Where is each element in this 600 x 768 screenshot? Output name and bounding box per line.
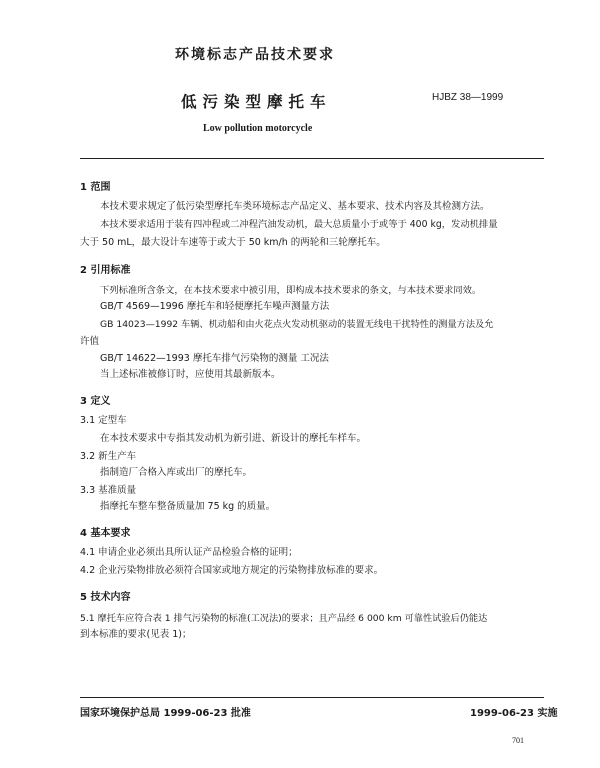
standard-category: 环境标志产品技术要求 — [175, 47, 335, 63]
section-3-heading: 3 定义 — [80, 396, 111, 407]
approval-line: 国家环境保护总局 1999-06-23 批准 — [80, 708, 251, 719]
definition-3-2-text: 指制造厂合格入库或出厂的摩托车。 — [100, 467, 253, 478]
definition-3-3-text: 指摩托车整车整备质量加 75 kg 的质量。 — [100, 501, 276, 512]
footer-divider — [80, 697, 544, 698]
requirement-4-1: 4.1 申请企业必须出具所认证产品检验合格的证明； — [80, 547, 298, 558]
section-1-paragraph-1: 本技术要求规定了低污染型摩托车类环境标志产品定义、基本要求、技术内容及其检测方法。 — [100, 201, 490, 212]
section-5-heading: 5 技术内容 — [80, 592, 131, 603]
standard-code: HJBZ 38—1999 — [432, 92, 504, 103]
reference-gbt-14622: GB/T 14622—1993 摩托车排气污染物的测量 工况法 — [100, 353, 329, 364]
section-1-heading: 1 范围 — [80, 182, 111, 193]
header-divider — [80, 158, 544, 159]
definition-3-2-title: 3.2 新生产车 — [80, 451, 137, 462]
definition-3-1-text: 在本技术要求中专指其发动机为新引进、新设计的摩托车样车。 — [100, 433, 367, 444]
reference-gbt-4569: GB/T 4569—1996 摩托车和轻便摩托车噪声测量方法 — [100, 301, 330, 312]
section-1-paragraph-2a: 本技术要求适用于装有四冲程或二冲程汽油发动机，最大总质量小于或等于 400 kg，发动机排量 — [100, 219, 498, 230]
reference-gb-14023: GB 14023—1992 车辆、机动船和由火花点火发动机驱动的装置无线电干扰特性的测量方法及允 — [100, 319, 494, 330]
section-2-paragraph-2: 当上述标准被修订时，应使用其最新版本。 — [100, 369, 281, 380]
implementation-date: 1999-06-23 实施 — [470, 708, 558, 719]
page-number: 701 — [512, 736, 524, 745]
document-title: 低污染型摩托车 — [181, 93, 332, 111]
definition-3-1-title: 3.1 定型车 — [80, 415, 127, 426]
section-4-heading: 4 基本要求 — [80, 528, 131, 539]
section-2-heading: 2 引用标准 — [80, 265, 131, 276]
technical-5-1b: 到本标准的要求(见表 1)； — [80, 629, 192, 640]
english-title: Low pollution motorcycle — [203, 123, 313, 134]
reference-gb-14023-cont: 许值 — [80, 336, 100, 347]
technical-5-1a: 5.1 摩托车应符合表 1 排气污染物的标准(工况法)的要求；且产品经 6 000 km 可靠性试验后仍能达 — [80, 613, 488, 624]
section-2-paragraph-1: 下列标准所含条文，在本技术要求中被引用，即构成本技术要求的条文，与本技术要求同效。 — [100, 285, 482, 296]
definition-3-3-title: 3.3 基准质量 — [80, 485, 137, 496]
section-1-paragraph-2b: 大于 50 mL，最大设计车速等于或大于 50 km/h 的两轮和三轮摩托车。 — [80, 237, 386, 248]
requirement-4-2: 4.2 企业污染物排放必须符合国家或地方规定的污染物排放标准的要求。 — [80, 565, 384, 576]
